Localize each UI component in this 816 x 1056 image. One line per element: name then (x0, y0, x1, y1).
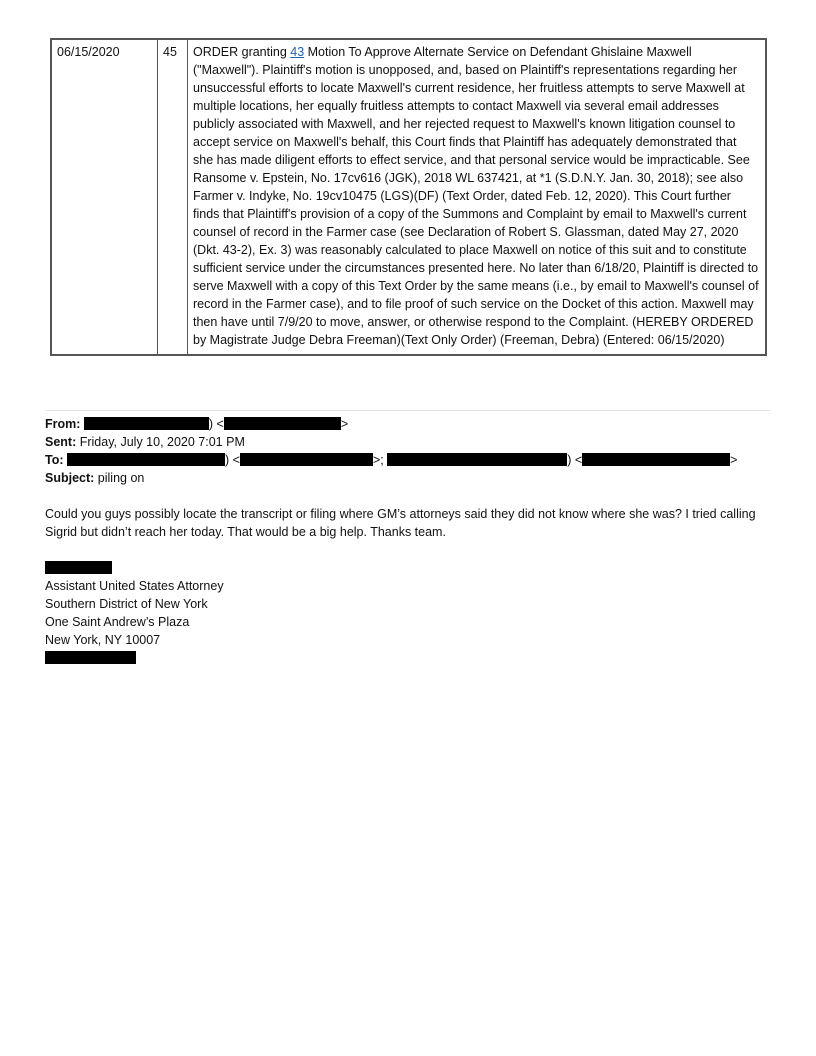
signature-city: New York, NY 10007 (45, 633, 161, 647)
sent-label: Sent: (45, 435, 77, 449)
signature-office: Southern District of New York (45, 597, 208, 611)
redacted-sender-email (224, 417, 341, 430)
docket-text-body: Motion To Approve Alternate Service on Defendant Ghislaine Maxwell ("Maxwell"). Plaintiff's motion is unopposed, and, based on Plaintiff's representations regarding her unsuccessful efforts to locate Maxwell's current residence, her fruitless attempts to serve Maxwell at multiple locations, her equally fruitless attempts to contact Maxwell via several email addresses publicly associated with Maxwell, and her rejected request to Maxwell's known litigation counsel to accept service on Maxwell's behalf, this Court finds that Plaintiff has adequately demonstrated that she has made diligent efforts to effect service, and that personal service would be impracticable. See Ransome v. Epstein, No. 17cv616 (JGK), 2018 WL 637421, at *1 (S.D.N.Y. Jan. 30, 2018); see also Farmer v. Indyke, No. 19cv10475 (LGS)(DF) (Text Order, dated Feb. 12, 2020). This Court further finds that Plaintiff's provision of a copy of the Summons and Complaint by email to Maxwell's current counsel of record in the Farmer case (see Declaration of Robert S. Glassman, dated May 27, 2020 (Dkt. 43-2), Ex. 3) was reasonably calculated to place Maxwell on notice of this suit and to constitute sufficient service under the circumstances presented here. No later than 6/18/20, Plaintiff is directed to serve Maxwell with a copy of this Text Order by the same means (i.e., by email to Maxwell's counsel of record in the Farmer case), and to file proof of such service on the Docket of this action. Maxwell may then have until 7/9/20 to move, answer, or otherwise respond to the Complaint. (HEREBY ORDERED by Magistrate Judge Debra Freeman)(Text Only Order) (Freeman, Debra) (Entered: 06/15/2020) (193, 45, 759, 347)
sent-value: Friday, July 10, 2020 7:01 PM (76, 435, 245, 449)
motion-43-link[interactable]: 43 (290, 45, 305, 59)
to-label: To: (45, 453, 64, 467)
subject-value: piling on (94, 471, 145, 485)
email-subject-line (45, 469, 775, 487)
docket-date: 06/15/2020 (51, 39, 158, 355)
from-separator-open: ) < (208, 417, 224, 431)
signature-title: Assistant United States Attorney (45, 579, 224, 593)
section-divider (45, 410, 771, 411)
docket-entry-table (50, 38, 767, 356)
from-label: From: (45, 417, 81, 431)
to-separator-4: > (730, 453, 738, 467)
redacted-phone-number (45, 651, 136, 664)
redacted-recipient-1-email (240, 453, 373, 466)
signature-street: One Saint Andrew’s Plaza (45, 615, 190, 629)
from-separator-close: > (340, 417, 349, 431)
subject-label: Subject: (45, 471, 95, 485)
signature-phone-line (45, 649, 775, 667)
to-separator-2: >; (372, 453, 384, 467)
to-separator-3: ) < (567, 453, 583, 467)
docket-text-lead: ORDER granting (193, 45, 291, 59)
redacted-recipient-2-name (387, 453, 567, 466)
redacted-recipient-1-name (67, 453, 225, 466)
email-sent-line (45, 433, 775, 451)
email-body: Could you guys possibly locate the transcript or filing where GM’s attorneys said they did not know where she was? I tried calling Sigrid but didn’t reach her today. That would be a big help. Thanks team. (45, 507, 756, 539)
to-separator-1: ) < (225, 453, 240, 467)
email-to-line (45, 451, 775, 469)
docket-entry-row (51, 39, 766, 355)
email-from-line (45, 415, 775, 433)
redacted-recipient-2-email (582, 453, 730, 466)
redacted-sender-name (84, 417, 209, 430)
email-signature (45, 559, 775, 667)
docket-number: 45 (158, 39, 188, 355)
email-message (45, 415, 775, 667)
docket-text (188, 39, 767, 355)
redacted-signer-name (45, 561, 112, 574)
signature-name-line (45, 559, 775, 577)
